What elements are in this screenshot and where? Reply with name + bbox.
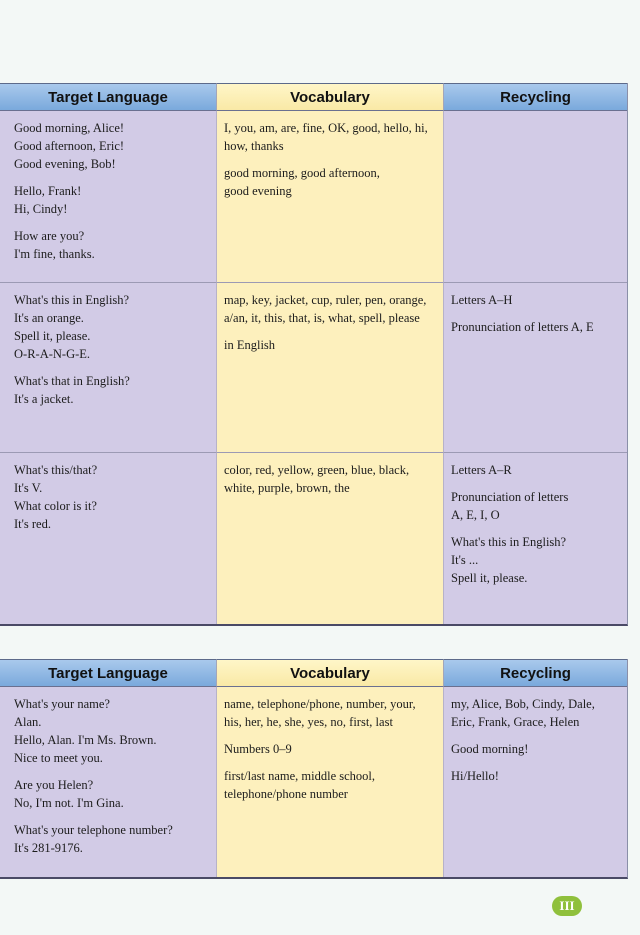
text-line: O-R-A-N-G-E.: [14, 347, 91, 361]
text-line: Spell it, please.: [14, 329, 91, 343]
text-group: [14, 461, 210, 533]
table-unit-2: [0, 659, 628, 879]
text-line: Hello, Frank!: [14, 184, 82, 198]
cell-target-language: [0, 453, 216, 624]
text-line: telephone/phone number: [224, 787, 348, 801]
text-group: [14, 227, 210, 263]
text-line: map, key, jacket, cup, ruler, pen, orange,: [224, 293, 427, 307]
text-line: Eric, Frank, Grace, Helen: [451, 715, 580, 729]
text-line: Good afternoon, Eric!: [14, 139, 125, 153]
text-group: [14, 776, 210, 812]
text-line: What's that in English?: [14, 374, 130, 388]
cell-recycling: [444, 453, 627, 624]
text-line: What's this/that?: [14, 463, 98, 477]
text-group: [224, 336, 437, 354]
text-line: What's your name?: [14, 697, 110, 711]
text-line: How are you?: [14, 229, 85, 243]
cell-vocabulary: [216, 283, 444, 453]
header-vocabulary: Vocabulary: [216, 659, 444, 687]
page-number-badge: III: [552, 896, 582, 916]
text-line: Pronunciation of letters A, E: [451, 320, 594, 334]
text-line: Good morning, Alice!: [14, 121, 125, 135]
text-line: It's 281-9176.: [14, 841, 83, 855]
text-line: What's this in English?: [451, 535, 567, 549]
text-line: how, thanks: [224, 139, 284, 153]
text-group: [14, 821, 210, 857]
text-line: Are you Helen?: [14, 778, 94, 792]
text-group: [224, 164, 437, 200]
text-group: [224, 695, 437, 731]
text-group: [451, 291, 621, 309]
text-line: What color is it?: [14, 499, 97, 513]
text-group: [224, 119, 437, 155]
cell-target-language: [0, 687, 216, 877]
text-line: A, E, I, O: [451, 508, 500, 522]
text-line: Spell it, please.: [451, 571, 528, 585]
text-line: What's this in English?: [14, 293, 130, 307]
text-group: [451, 767, 621, 785]
text-line: white, purple, brown, the: [224, 481, 350, 495]
text-group: [451, 533, 621, 587]
text-line: Good morning!: [451, 742, 529, 756]
text-line: It's a jacket.: [14, 392, 74, 406]
text-group: [14, 372, 210, 408]
text-line: Hi/Hello!: [451, 769, 499, 783]
header-recycling: Recycling: [444, 659, 627, 687]
text-group: [451, 740, 621, 758]
text-group: [14, 119, 210, 173]
text-line: color, red, yellow, green, blue, black,: [224, 463, 410, 477]
cell-recycling: [444, 283, 627, 453]
header-vocabulary: Vocabulary: [216, 83, 444, 111]
cell-recycling: [444, 111, 627, 283]
text-line: Letters A–R: [451, 463, 512, 477]
text-line: It's ...: [451, 553, 479, 567]
cell-vocabulary: [216, 687, 444, 877]
text-line: I'm fine, thanks.: [14, 247, 95, 261]
text-line: Nice to meet you.: [14, 751, 103, 765]
text-line: It's red.: [14, 517, 51, 531]
text-line: What's your telephone number?: [14, 823, 173, 837]
text-line: a/an, it, this, that, is, what, spell, please: [224, 311, 420, 325]
text-group: [14, 291, 210, 363]
text-line: good morning, good afternoon,: [224, 166, 380, 180]
text-line: his, her, he, she, yes, no, first, last: [224, 715, 393, 729]
text-line: It's an orange.: [14, 311, 84, 325]
table-unit-1: [0, 83, 628, 626]
text-line: It's V.: [14, 481, 43, 495]
text-group: [14, 182, 210, 218]
text-line: Pronunciation of letters: [451, 490, 569, 504]
text-line: Hi, Cindy!: [14, 202, 68, 216]
text-group: [451, 461, 621, 479]
header-target-language: Target Language: [0, 83, 216, 111]
text-line: in English: [224, 338, 276, 352]
text-line: Good evening, Bob!: [14, 157, 116, 171]
cell-target-language: [0, 283, 216, 453]
text-line: No, I'm not. I'm Gina.: [14, 796, 124, 810]
text-group: [224, 740, 437, 758]
text-group: [224, 767, 437, 803]
cell-target-language: [0, 111, 216, 283]
cell-vocabulary: [216, 453, 444, 624]
text-line: good evening: [224, 184, 292, 198]
text-line: first/last name, middle school,: [224, 769, 376, 783]
text-group: [451, 488, 621, 524]
header-target-language: Target Language: [0, 659, 216, 687]
text-group: [451, 318, 621, 336]
cell-recycling: [444, 687, 627, 877]
text-line: my, Alice, Bob, Cindy, Dale,: [451, 697, 595, 711]
text-line: name, telephone/phone, number, your,: [224, 697, 416, 711]
text-group: [224, 461, 437, 497]
text-line: Numbers 0–9: [224, 742, 292, 756]
text-line: Alan.: [14, 715, 42, 729]
cell-vocabulary: [216, 111, 444, 283]
text-line: Hello, Alan. I'm Ms. Brown.: [14, 733, 157, 747]
header-recycling: Recycling: [444, 83, 627, 111]
text-group: [14, 695, 210, 767]
text-line: I, you, am, are, fine, OK, good, hello, hi,: [224, 121, 428, 135]
text-group: [224, 291, 437, 327]
text-line: Letters A–H: [451, 293, 513, 307]
text-group: [451, 695, 621, 731]
